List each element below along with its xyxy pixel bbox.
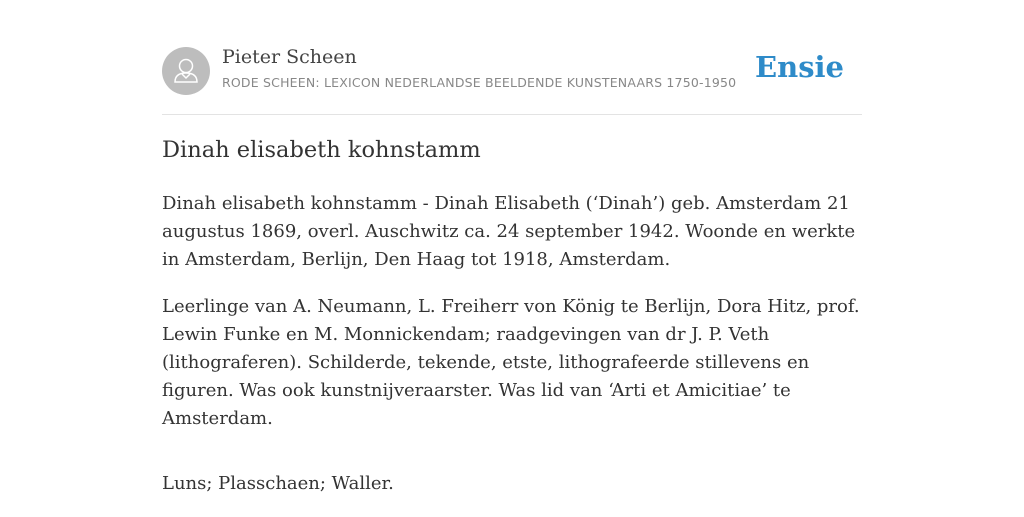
- author-avatar[interactable]: [162, 47, 210, 95]
- ensie-logo[interactable]: Ensie: [755, 50, 844, 84]
- article-paragraph: Leerlinge van A. Neumann, L. Freiherr von König te Berlijn, Dora Hitz, prof. Lewin Funke en M. Monnickendam; raadgevingen van dr J. P. Veth (lithograferen). Schilderde, tekende, etste, lithografeerde stillevens en figuren. Was ook kunstnijveraarster. Was lid van ‘Arti et Amicitiae’ te Amsterdam.: [162, 296, 860, 429]
- article-paragraph: Dinah elisabeth kohnstamm - Dinah Elisabeth (‘Dinah’) geb. Amsterdam 21 augustus 1869, overl. Auschwitz ca. 24 september 1942. Woonde en werkte in Amsterdam, Berlijn, Den Haag tot 1918, Amsterdam.: [162, 193, 856, 270]
- page: [162, 0, 862, 494]
- user-icon: [162, 47, 210, 95]
- article-references: Luns; Plasschaen; Waller.: [162, 473, 394, 494]
- source-title[interactable]: RODE SCHEEN: LEXICON NEDERLANDSE BEELDENDE KUNSTENAARS 1750-1950: [222, 75, 737, 90]
- article-body: [162, 190, 862, 517]
- article-header: [162, 0, 862, 115]
- article-title: Dinah elisabeth kohnstamm: [162, 137, 481, 163]
- author-name[interactable]: Pieter Scheen: [222, 46, 357, 68]
